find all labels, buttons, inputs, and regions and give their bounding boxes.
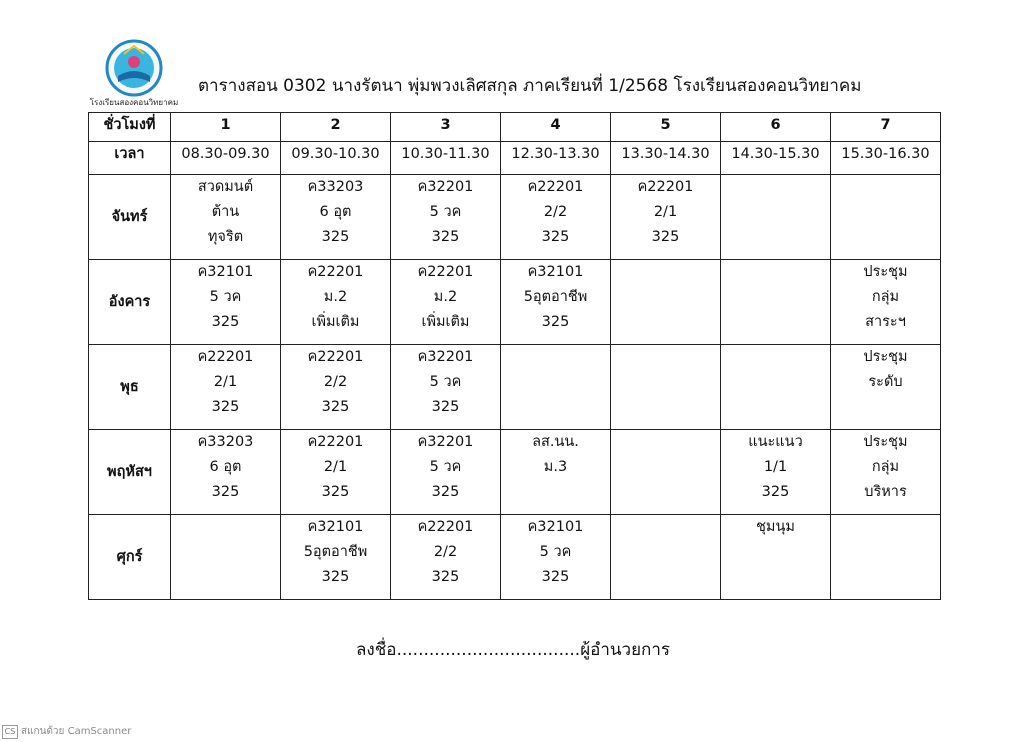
time-label: เวลา (89, 142, 171, 175)
period-number: 4 (501, 113, 611, 142)
cell-text: 5อุตอาชีพ (303, 544, 368, 560)
period-time: 10.30-11.30 (391, 142, 501, 175)
timetable-cell (831, 345, 941, 430)
timetable-cell (831, 260, 941, 345)
cell-text: 2/2 (543, 204, 568, 220)
timetable (88, 112, 941, 600)
day-row (89, 260, 941, 345)
cell-text: ค22201 (307, 434, 364, 450)
day-name: จันทร์ (89, 175, 171, 260)
cell-text: ค22201 (417, 264, 474, 280)
timetable-cell (611, 515, 721, 600)
timetable-cell (611, 260, 721, 345)
cell-text: ค22201 (637, 179, 694, 195)
cell-text: 325 (321, 229, 350, 245)
timetable-cell (501, 345, 611, 430)
cell-text: เพิ่มเติม (311, 314, 360, 330)
cell-text: 2/2 (323, 374, 348, 390)
timetable-cell (391, 260, 501, 345)
cell-text: 325 (651, 229, 680, 245)
signature-line: ลงชื่อ..................................ผู้อำนวยการ (356, 640, 671, 660)
period-time: 09.30-10.30 (281, 142, 391, 175)
cell-text: 325 (211, 484, 240, 500)
cell-text: 5 วค (209, 289, 242, 305)
cell-text: ชุมนุม (756, 519, 795, 535)
timetable-cell (721, 260, 831, 345)
timetable-cell (831, 515, 941, 600)
timetable-cell (391, 515, 501, 600)
timetable-cell (611, 345, 721, 430)
cell-text: ค32201 (417, 349, 474, 365)
cell-text: 325 (211, 314, 240, 330)
day-name: ศุกร์ (89, 515, 171, 600)
cell-text: ม.2 (323, 289, 348, 305)
period-time: 13.30-14.30 (611, 142, 721, 175)
page-title: ตารางสอน 0302 นางรัตนา พุ่มพวงเลิศสกุล ภาคเรียนที่ 1/2568 โรงเรียนสองคอนวิทยาคม (198, 76, 862, 96)
cell-text: 1/1 (763, 459, 788, 475)
cell-text: 2/1 (653, 204, 678, 220)
timetable-cell (391, 345, 501, 430)
cell-text: ค32201 (417, 179, 474, 195)
cell-text: 325 (431, 399, 460, 415)
day-row (89, 430, 941, 515)
cell-text: 325 (541, 569, 570, 585)
cell-text: ทุจริต (207, 229, 244, 245)
cell-text: 5 วค (429, 459, 462, 475)
timetable-cell (501, 430, 611, 515)
school-emblem-icon (104, 38, 164, 98)
cell-text: สวดมนต์ (197, 179, 254, 195)
period-time: 08.30-09.30 (171, 142, 281, 175)
cell-text: 325 (321, 484, 350, 500)
cell-text: ระดับ (868, 374, 903, 390)
period-header-row (89, 113, 941, 142)
cell-text: ค22201 (527, 179, 584, 195)
timetable-cell (391, 175, 501, 260)
timetable-cell (831, 175, 941, 260)
period-time: 14.30-15.30 (721, 142, 831, 175)
timetable-cell (721, 515, 831, 600)
cell-text: 325 (321, 569, 350, 585)
cell-text: 5 วค (539, 544, 572, 560)
timetable-cell (391, 430, 501, 515)
timetable-cell (281, 345, 391, 430)
cell-text: 325 (321, 399, 350, 415)
day-row (89, 515, 941, 600)
timetable-cell (171, 175, 281, 260)
cell-text: 325 (541, 229, 570, 245)
cell-text: 325 (431, 484, 460, 500)
timetable-cell (611, 430, 721, 515)
cell-text: กลุ่ม (871, 459, 900, 475)
cell-text: 5 วค (429, 374, 462, 390)
period-time: 12.30-13.30 (501, 142, 611, 175)
timetable-cell (831, 430, 941, 515)
cell-text: ค33203 (307, 179, 364, 195)
cell-text: แนะแนว (748, 434, 803, 450)
cell-text: ลส.นน. (532, 434, 579, 450)
day-row (89, 345, 941, 430)
timetable-cell (721, 175, 831, 260)
timetable-cell (171, 430, 281, 515)
cell-text: สาระฯ (865, 314, 906, 330)
cell-text: ประชุม (863, 434, 908, 450)
timetable-cell (501, 515, 611, 600)
cell-text: ค32101 (527, 264, 584, 280)
cell-text: บริหาร (864, 484, 907, 500)
cell-text: 2/2 (433, 544, 458, 560)
cell-text: 325 (431, 569, 460, 585)
period-number: 7 (831, 113, 941, 142)
cell-text: ค22201 (307, 264, 364, 280)
cell-text: 5 วค (429, 204, 462, 220)
timetable-cell (171, 515, 281, 600)
cell-text: 325 (541, 314, 570, 330)
cell-text: 2/1 (323, 459, 348, 475)
timetable-cell (281, 175, 391, 260)
watermark-text: สแกนด้วย CamScanner (21, 726, 132, 737)
camscanner-icon: CS (2, 725, 18, 739)
timetable-cell (171, 260, 281, 345)
timetable-cell (721, 430, 831, 515)
timetable-cell (281, 260, 391, 345)
timetable-cell (501, 260, 611, 345)
period-number: 5 (611, 113, 721, 142)
cell-text: 6 อุต (209, 459, 242, 475)
cell-text: 325 (761, 484, 790, 500)
period-number: 2 (281, 113, 391, 142)
scanner-watermark (2, 724, 131, 739)
period-time: 15.30-16.30 (831, 142, 941, 175)
timetable-cell (171, 345, 281, 430)
cell-text: ม.3 (543, 459, 568, 475)
cell-text: ค32101 (307, 519, 364, 535)
logo-caption: โรงเรียนสองคอนวิทยาคม (89, 98, 179, 107)
period-label: ชั่วโมงที่ (89, 113, 171, 142)
period-number: 1 (171, 113, 281, 142)
day-row (89, 175, 941, 260)
cell-text: ค32201 (417, 434, 474, 450)
cell-text: 5อุตอาชีพ (523, 289, 588, 305)
day-name: อังคาร (89, 260, 171, 345)
timetable-cell (501, 175, 611, 260)
cell-text: ค32101 (527, 519, 584, 535)
day-name: พุธ (89, 345, 171, 430)
cell-text: 2/1 (213, 374, 238, 390)
cell-text: ค22201 (307, 349, 364, 365)
cell-text: 6 อุต (319, 204, 352, 220)
timetable-cell (721, 345, 831, 430)
cell-text: 325 (431, 229, 460, 245)
cell-text: 325 (211, 399, 240, 415)
period-number: 6 (721, 113, 831, 142)
timetable-cell (281, 430, 391, 515)
cell-text: ประชุม (863, 264, 908, 280)
timetable-cell (611, 175, 721, 260)
day-name: พฤหัสฯ (89, 430, 171, 515)
school-logo (104, 38, 164, 98)
cell-text: ค22201 (417, 519, 474, 535)
cell-text: ม.2 (433, 289, 458, 305)
cell-text: ค22201 (197, 349, 254, 365)
cell-text: ค33203 (197, 434, 254, 450)
cell-text: ต้าน (211, 204, 240, 220)
cell-text: กลุ่ม (871, 289, 900, 305)
cell-text: ค32101 (197, 264, 254, 280)
cell-text: เพิ่มเติม (421, 314, 470, 330)
period-number: 3 (391, 113, 501, 142)
time-row (89, 142, 941, 175)
cell-text: ประชุม (863, 349, 908, 365)
timetable-cell (281, 515, 391, 600)
